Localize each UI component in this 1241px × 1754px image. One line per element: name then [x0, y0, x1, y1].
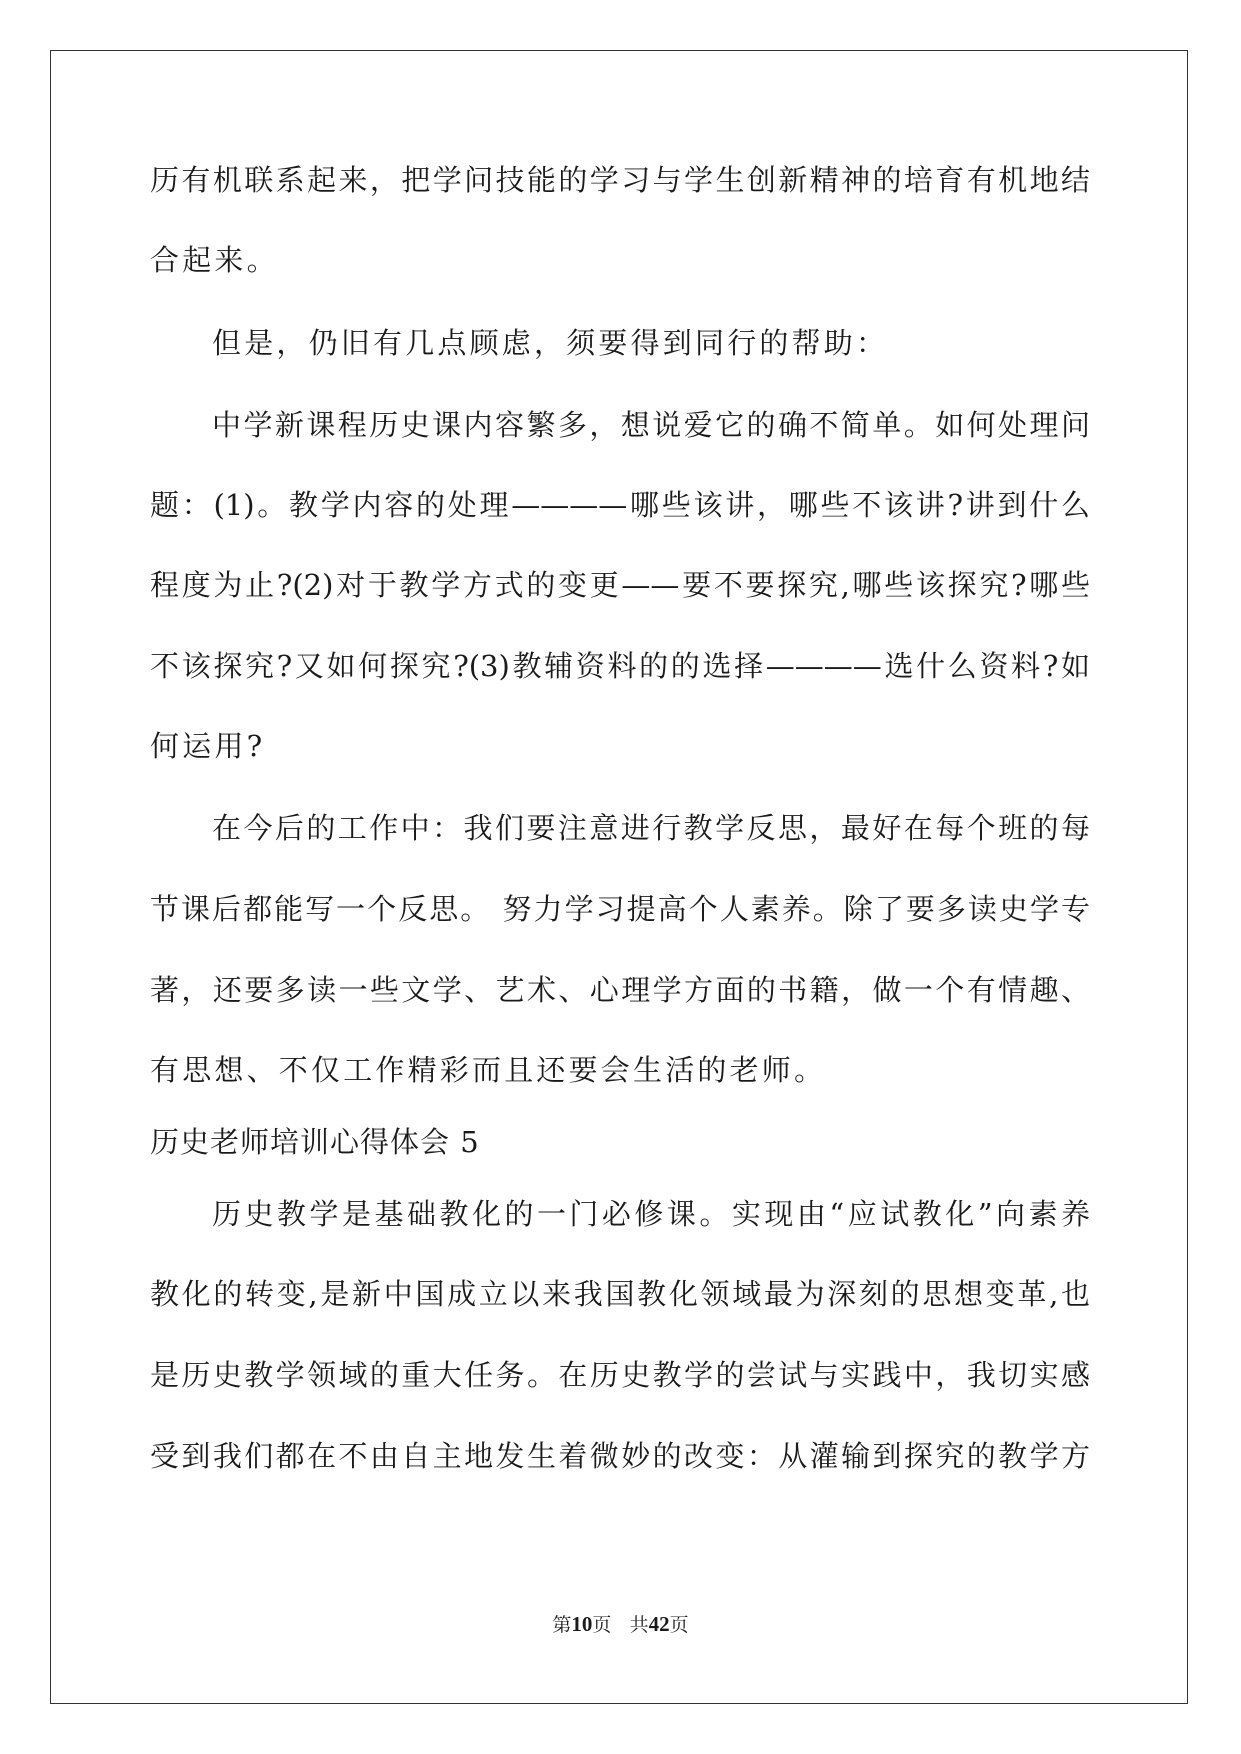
text-line: 程度为止?(2)对于教学方式的变更——要不要探究,哪些该探究?哪些 — [150, 568, 1090, 602]
total-pages: 42 — [648, 1612, 670, 1636]
text-line: 题：(1)。教学内容的处理————哪些该讲，哪些不该讲?讲到什么 — [150, 488, 1090, 522]
total-suffix: 页 — [669, 1614, 689, 1636]
page-prefix: 第 — [552, 1614, 572, 1636]
text-line: 在今后的工作中：我们要注意进行教学反思，最好在每个班的每 — [212, 811, 1090, 845]
text-line: 受到我们都在不由自主地发生着微妙的改变：从灌输到探究的教学方 — [150, 1439, 1090, 1473]
text-line: 中学新课程历史课内容繁多，想说爱它的确不简单。如何处理问 — [212, 408, 1090, 442]
text-line: 何运用? — [150, 729, 266, 763]
text-line: 节课后都能写一个反思。 努力学习提高个人素养。除了要多读史学专 — [150, 892, 1090, 926]
text-line: 历史教学是基础教化的一门必修课。实现由“应试教化”向素养 — [212, 1197, 1090, 1231]
total-prefix: 共 — [629, 1614, 649, 1636]
text-line: 教化的转变,是新中国成立以来我国教化领域最为深刻的思想变革,也 — [150, 1277, 1090, 1311]
text-line: 著，还要多读一些文学、艺术、心理学方面的书籍，做一个有情趣、 — [150, 973, 1090, 1007]
text-line: 合起来。 — [150, 243, 279, 277]
page-footer — [0, 1612, 1241, 1637]
text-line: 有思想、不仅工作精彩而且还要会生活的老师。 — [150, 1053, 827, 1087]
text-line: 但是，仍旧有几点顾虑，须要得到同行的帮助： — [212, 326, 889, 360]
page-number: 10 — [571, 1612, 593, 1636]
section-heading: 历史老师培训心得体会 5 — [150, 1125, 480, 1159]
text-line: 不该探究?又如何探究?(3)教辅资料的的选择————选什么资料?如 — [150, 649, 1090, 683]
page-suffix: 页 — [592, 1614, 612, 1636]
text-line: 是历史教学领域的重大任务。在历史教学的尝试与实践中，我切实感 — [150, 1358, 1090, 1392]
text-line: 历有机联系起来，把学问技能的学习与学生创新精神的培育有机地结 — [150, 163, 1090, 197]
